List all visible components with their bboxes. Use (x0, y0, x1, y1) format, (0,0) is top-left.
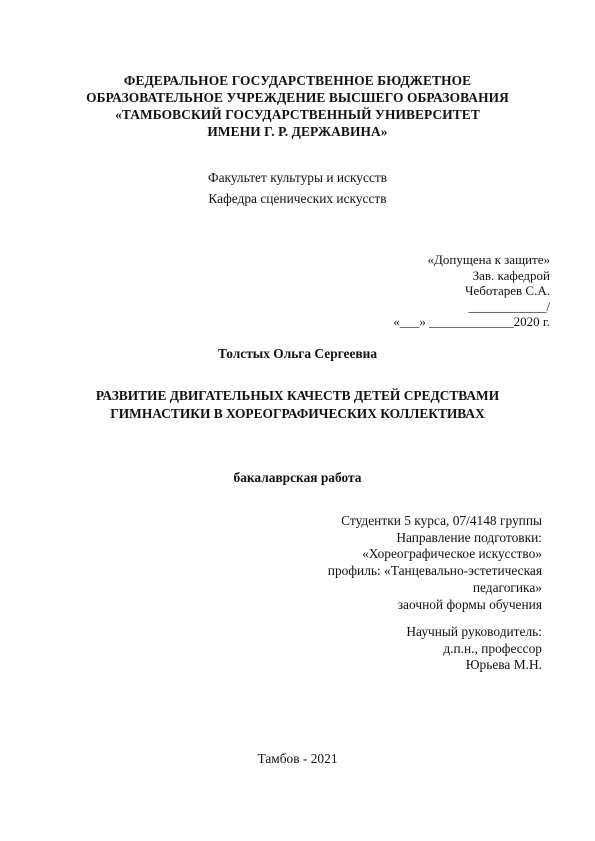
student-info-line: педагогика» (472, 579, 542, 595)
student-info-line: «Хореографическое искусство» (362, 546, 542, 562)
city-year: Тамбов - 2021 (257, 751, 338, 766)
admitted-label: «Допущена к защите» (427, 252, 550, 267)
advisor-label: Научный руководитель: (406, 624, 542, 639)
student-info-line: заочной формы обучения (397, 596, 542, 612)
header-line: ОБРАЗОВАТЕЛЬНОЕ УЧРЕЖДЕНИЕ ВЫСШЕГО ОБРАЗОВАНИЯ (86, 90, 509, 105)
header-line: «ТАМБОВСКИЙ ГОСУДАРСТВЕННЫЙ УНИВЕРСИТЕТ (115, 107, 480, 122)
university-header (0, 72, 595, 140)
student-info-line: профиль: «Танцевально-эстетическая (327, 563, 542, 579)
head-name: Чеботарев С.А. (465, 283, 550, 299)
faculty-info (0, 167, 595, 209)
head-title: Зав. кафедрой (472, 267, 550, 283)
advisor-degree: д.п.н., профессор (443, 640, 542, 656)
header-line: ФЕДЕРАЛЬНОЕ ГОСУДАРСТВЕННОЕ БЮДЖЕТНОЕ (123, 73, 472, 88)
work-type: бакалаврская работа (233, 470, 362, 485)
faculty-name: Факультет культуры и искусств (207, 170, 388, 185)
header-line: ИМЕНИ Г. Р. ДЕРЖАВИНА» (207, 124, 388, 139)
signature-line: ____________/ (468, 298, 550, 314)
advisor-info (242, 624, 542, 674)
student-info-line: Студентки 5 курса, 07/4148 группы (341, 513, 542, 528)
author-name: Толстых Ольга Сергеевна (217, 346, 378, 361)
approval-stamp (250, 252, 550, 330)
thesis-title-line: ГИМНАСТИКИ В ХОРЕОГРАФИЧЕСКИХ КОЛЛЕКТИВАХ (110, 406, 485, 421)
thesis-title (0, 387, 595, 423)
department-name: Кафедра сценических искусств (208, 191, 387, 206)
student-info-line: Направление подготовки: (396, 529, 542, 545)
advisor-name: Юрьева М.Н. (465, 657, 542, 672)
thesis-title-line: РАЗВИТИЕ ДВИГАТЕЛЬНЫХ КАЧЕСТВ ДЕТЕЙ СРЕДСТВАМИ (95, 388, 500, 403)
student-info (242, 513, 542, 613)
approval-date-line: «___» _____________2020 г. (393, 314, 550, 330)
